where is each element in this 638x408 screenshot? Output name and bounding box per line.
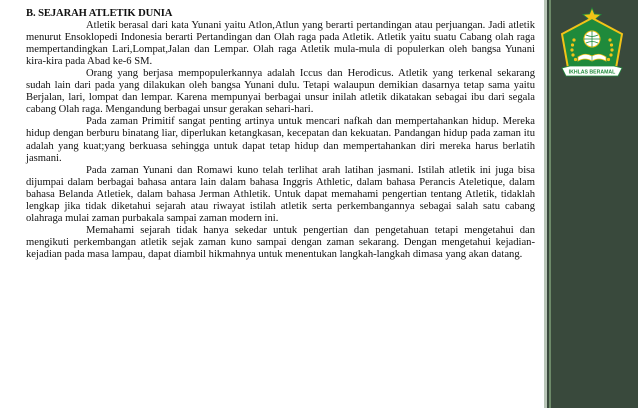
paragraph: Orang yang berjasa mempopulerkannya adalah Iccus dan Herodicus. Atletik yang terkenal sekarang sudah lain dari pada yang dilakukan oleh bangsa Yunani dulu. Tetapi walaupun demikian dasarnya tetap sama yaitu Berjalan, lari, lompat dan lempar. Karena mempunyai berbagai unsur inilah atletik dikatakan sebagai ibu dari segala cabang Olah raga. Mengandung berbagai unsur gerakan sehari-hari. — [26, 68, 535, 116]
ribbon-text: IKHLAS BERAMAL — [568, 69, 616, 76]
paragraph: Pada zaman Primitif sangat penting artinya untuk mencari nafkah dan mempertahankan hidup. Mereka hidup dengan berburu binatang liar, diperlukan ketangkasan, kecepatan dan kekuatan. Pandangan hidup pada zaman itu adalah yang kuat;yang berkuasa sehingga untuk dapat tetap hidup dan mempertahankan diri mereka harus berlatih jasmani. — [26, 116, 535, 164]
kemenag-logo — [548, 2, 636, 90]
section-heading: B. SEJARAH ATLETIK DUNIA — [26, 8, 173, 19]
paragraph: Memahami sejarah tidak hanya sekedar untuk pengertian dan pengetahuan tetapi mengetahui dan mengikuti perkembangan atletik sejak zaman kuno sampai dengan zaman sekarang. Dengan mengetahui kejadian-kejadian pada masa lampau, dapat diambil hikmahnya untuk menentukan langkah-langkah dimasa yang akan datang. — [26, 224, 535, 260]
sidebar-stripe — [544, 0, 547, 408]
emblem-icon — [548, 2, 636, 90]
paragraph: Atletik berasal dari kata Yunani yaitu Atlon,Atlun yang berarti pertandingan atau perjuangan. Jadi atletik menurut Ensoklopedi Indonesia berarti Pertandingan dan Olah raga pada Atletik. Atletik yaitu suatu Cabang olah raga mempertandingkan Lari,Lompat,Jalan dan Lempar. Olah raga Atletik mula-mula di populerkan oleh bangsa Yunani kira-kira pada Abad ke-6 SM. — [26, 20, 535, 68]
paragraph: Pada zaman Yunani dan Romawi kuno telah terlihat arah latihan jasmani. Istilah atletik ini juga bisa dijumpai dalam berbagai bahasa antara lain dalam bahasa Inggris Athletic, dalam bahasa Perancis Ateletique, dalam bahasa Belanda Atletiek, dalam bahasa Jerman Athletik. Untuk dapat memahami pengertian tentang Atletik, tidaklah lengkap jika tidak diketahui sejarah atau riwayat istilah atletik serta perkembangannya sebagai salah satu cabang olahraga mulai zaman purbakala sampai zaman modern ini. — [26, 164, 535, 224]
document-body — [26, 8, 535, 261]
